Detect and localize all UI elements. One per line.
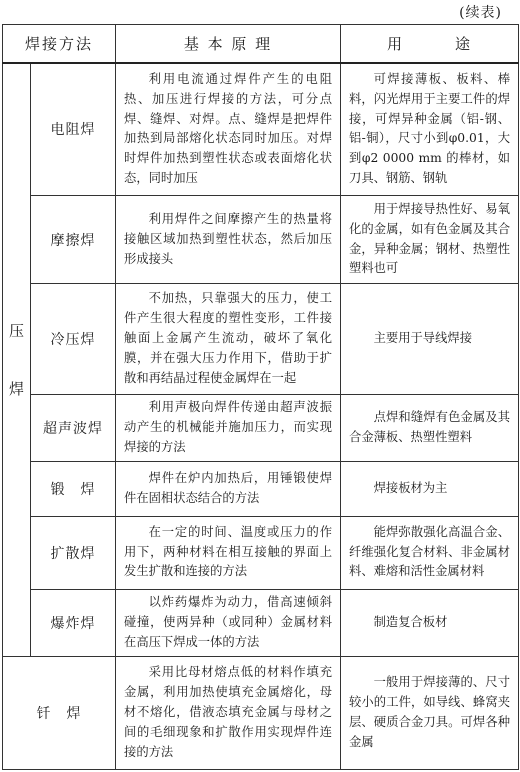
method-cell: 扩散焊 bbox=[31, 516, 116, 589]
group-label-top: 压 bbox=[8, 321, 24, 340]
use-cell: 焊接板材为主 bbox=[341, 462, 519, 516]
table-row bbox=[3, 462, 519, 516]
method-cell: 电阻焊 bbox=[31, 63, 116, 195]
use-cell: 点焊和缝焊有色金属及其合金薄板、热塑性塑料 bbox=[341, 394, 519, 462]
table-row bbox=[3, 516, 519, 589]
use-cell: 可焊接薄板、板料、棒料，闪光焊用于主要工件的焊接，可焊异种金属（铝-钢、铝-铜），尺寸小到φ0.01，大到φ2 0000 mm 的棒材，如刀具、钢筋、钢轨 bbox=[341, 63, 519, 195]
table-row bbox=[3, 394, 519, 462]
principle-cell: 采用比母材熔点低的材料作填充金属，利用加热使填充金属熔化，母材不熔化，借液态填充金属与母材之间的毛细现象和扩散作用实现焊件连接的方法 bbox=[116, 657, 341, 770]
method-cell: 爆炸焊 bbox=[31, 589, 116, 657]
principle-cell: 利用声极向焊件传递由超声波振动产生的机械能并施加压力，而实现焊接的方法 bbox=[116, 394, 341, 462]
header-use: 用 途 bbox=[341, 25, 519, 64]
method-cell: 锻 焊 bbox=[31, 462, 116, 516]
table-row bbox=[3, 657, 519, 770]
method-cell: 冷压焊 bbox=[31, 284, 116, 395]
use-cell: 制造复合板材 bbox=[341, 589, 519, 657]
principle-cell: 在一定的时间、温度或压力的作用下，两种材料在相互接触的界面上发生扩散和连接的方法 bbox=[116, 516, 341, 589]
use-cell: 用于焊接导热性好、易氧化的金属，如有色金属及其合金，异种金属；钢材、热塑性塑料也可 bbox=[341, 195, 519, 283]
group-label-bottom: 焊 bbox=[8, 380, 24, 399]
method-cell: 超声波焊 bbox=[31, 394, 116, 462]
use-cell: 主要用于导线焊接 bbox=[341, 284, 519, 395]
table-row bbox=[3, 284, 519, 395]
principle-cell: 利用电流通过焊件产生的电阻热、加压进行焊接的方法，可分点焊、缝焊、对焊。点、缝焊是把焊件加热到局部熔化状态同时加压。对焊时焊件加热到塑性状态或表面熔化状态，同时加压 bbox=[116, 63, 341, 195]
header-principle: 基 本 原 理 bbox=[116, 25, 341, 64]
principle-cell: 以炸药爆炸为动力，借高速倾斜碰撞，使两异种（或同种）金属材料在高压下焊成一体的方法 bbox=[116, 589, 341, 657]
table-header-row bbox=[3, 25, 519, 64]
header-method: 焊接方法 bbox=[3, 25, 116, 64]
principle-cell: 不加热，只靠强大的压力，使工件产生很大程度的塑性变形，工件接触面上金属产生流动，破坏了氧化膜，并在强大压力作用下，借助于扩散和再结晶过程使金属焊在一起 bbox=[116, 284, 341, 395]
continued-label: (续表) bbox=[459, 5, 502, 21]
table-row bbox=[3, 589, 519, 657]
table-row bbox=[3, 195, 519, 283]
use-cell: 一般用于焊接薄的、尺寸较小的工件，如导线、蜂窝夹层、硬质合金刀具。可焊各种金属 bbox=[341, 657, 519, 770]
table-row bbox=[3, 63, 519, 195]
use-cell: 能焊弥散强化高温合金、纤维强化复合材料、非金属材料、难熔和活性金属材料 bbox=[341, 516, 519, 589]
method-cell: 摩擦焊 bbox=[31, 195, 116, 283]
group-label-pressure-welding bbox=[3, 63, 31, 657]
method-cell-brazing: 钎 焊 bbox=[3, 657, 116, 770]
welding-methods-table bbox=[2, 24, 519, 770]
principle-cell: 利用焊件之间摩擦产生的热量将接触区域加热到塑性状态，然后加压形成接头 bbox=[116, 195, 341, 283]
principle-cell: 焊件在炉内加热后，用锤锻使焊件在固相状态结合的方法 bbox=[116, 462, 341, 516]
